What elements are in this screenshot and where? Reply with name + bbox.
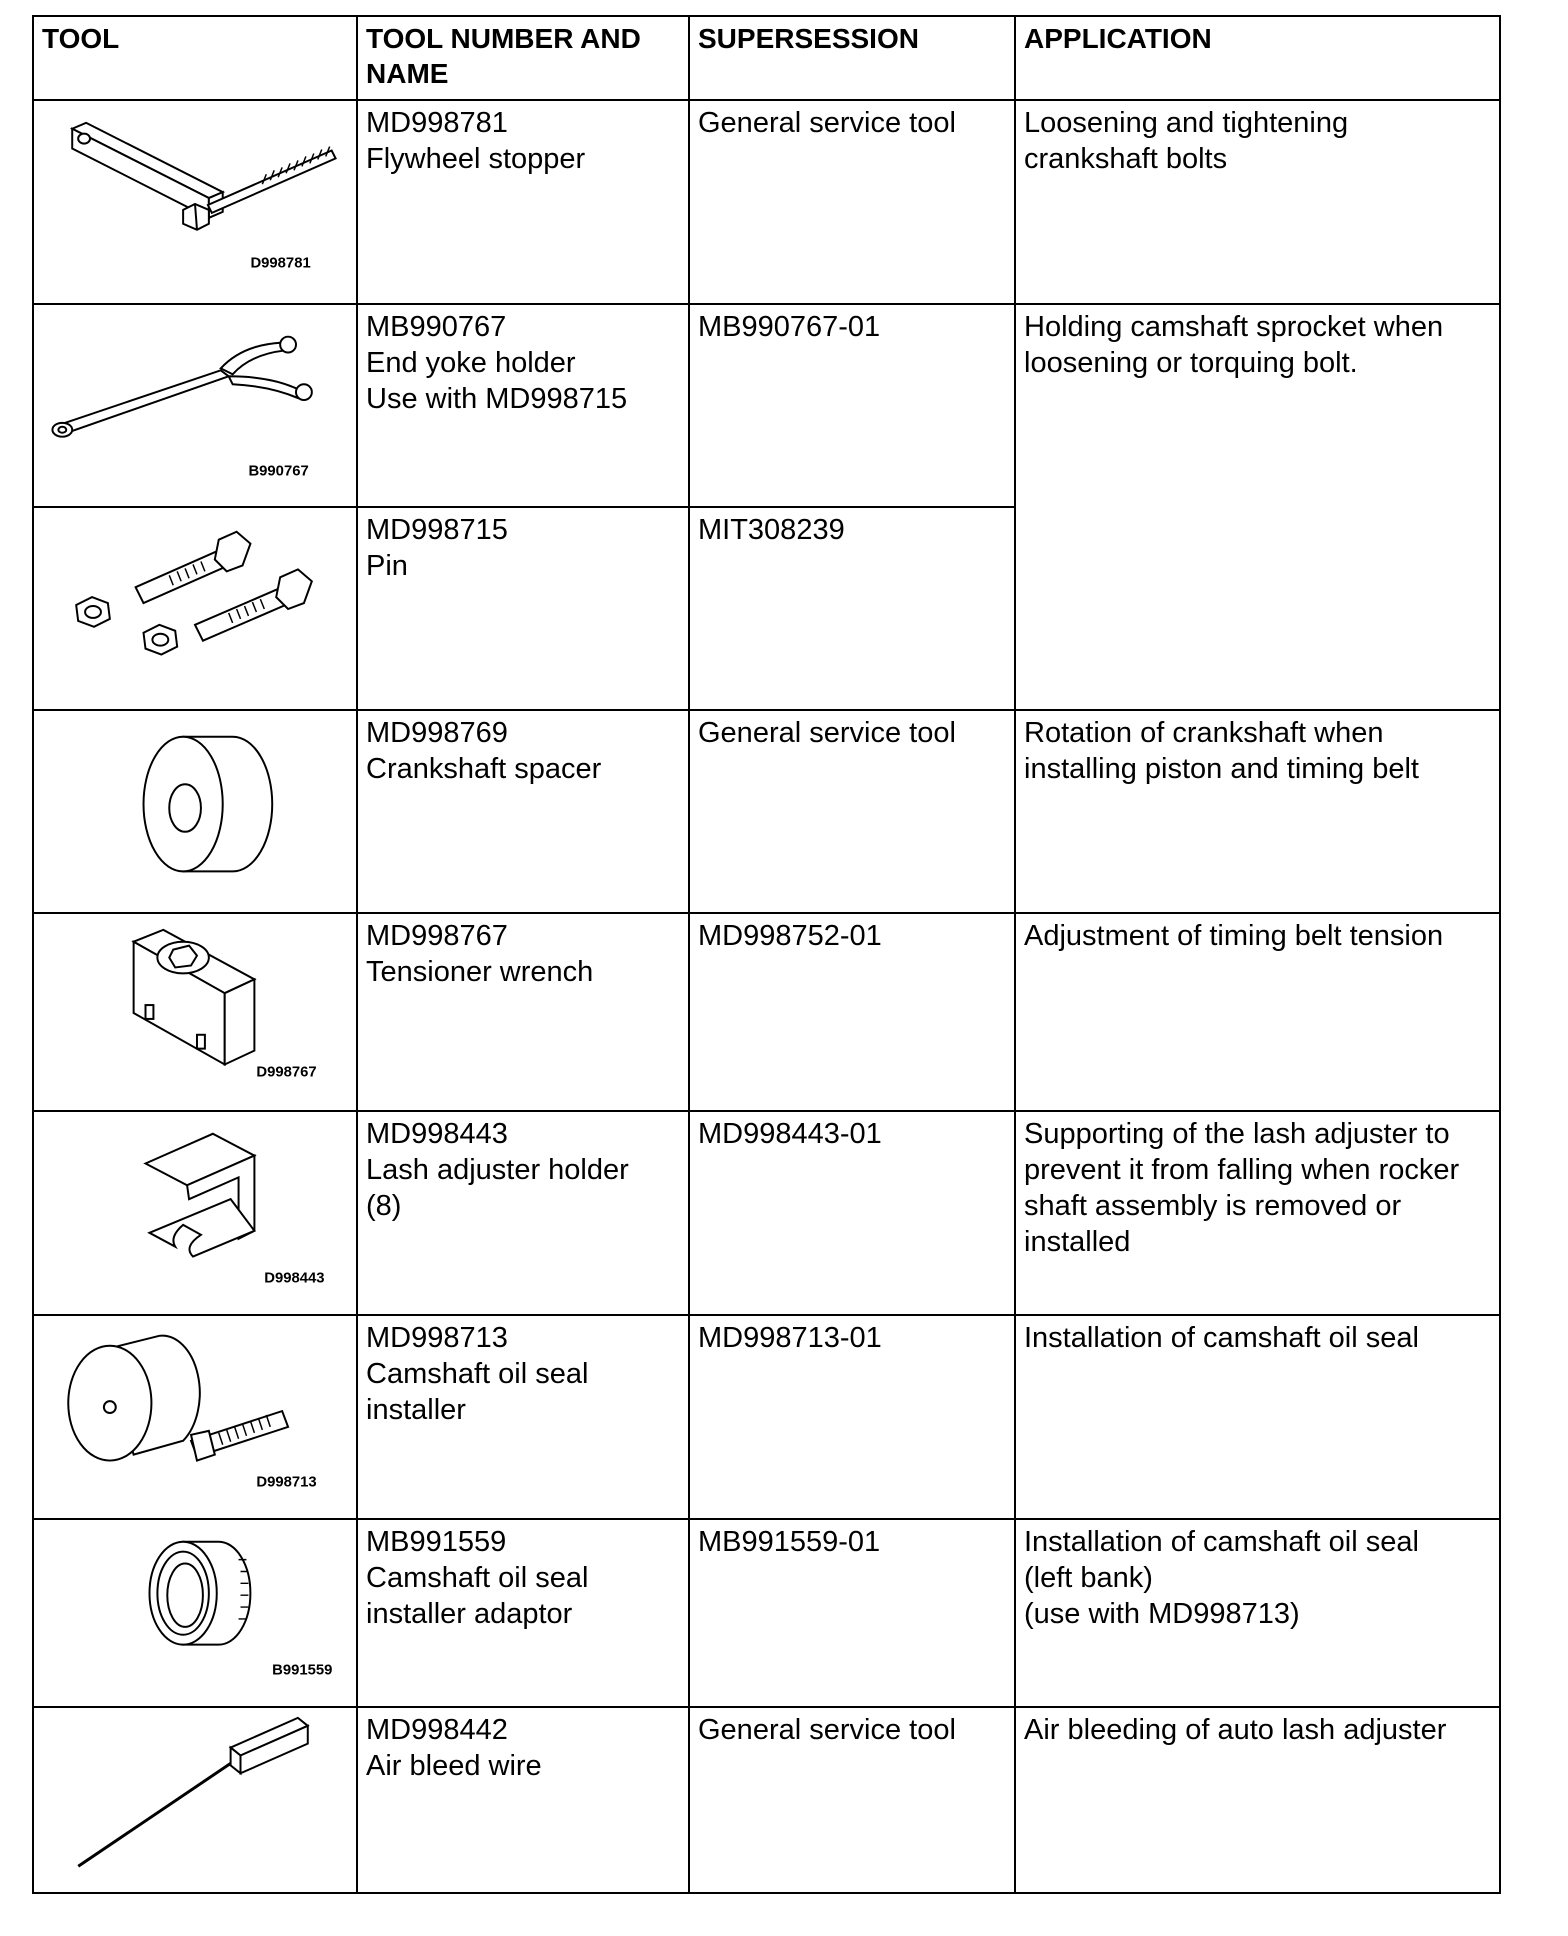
- tool-image-cell: [33, 100, 357, 304]
- tool-number-name-cell: [357, 1707, 689, 1893]
- table-row: [33, 1315, 1500, 1519]
- table-row: [33, 100, 1500, 304]
- tool-number: MD998713: [366, 1322, 508, 1354]
- tool-number: MD998767: [366, 920, 508, 952]
- flywheel-stopper-icon: [34, 101, 356, 303]
- tool-name-line: End yoke holder: [366, 347, 576, 379]
- supersession-cell: General service tool: [689, 100, 1015, 304]
- figure-code: B991559: [272, 1662, 333, 1679]
- tool-number: MD998442: [366, 1714, 508, 1746]
- crankshaft-spacer-icon: [34, 711, 356, 912]
- tool-number-name-cell: [357, 304, 689, 507]
- application-cell: Rotation of crankshaft when installing piston and timing belt: [1015, 710, 1500, 913]
- supersession-cell: MIT308239: [689, 507, 1015, 710]
- table-row: [33, 1707, 1500, 1893]
- supersession-cell: MD998443-01: [689, 1111, 1015, 1315]
- tool-name-line: (8): [366, 1190, 402, 1222]
- header-row: [33, 16, 1500, 100]
- supersession-cell: MB990767-01: [689, 304, 1015, 507]
- table-row: [33, 1519, 1500, 1707]
- tool-name-line: installer adaptor: [366, 1598, 573, 1630]
- tool-number: MD998769: [366, 717, 508, 749]
- supersession-cell: MD998752-01: [689, 913, 1015, 1111]
- tool-number-name-cell: [357, 100, 689, 304]
- tool-name-line: Camshaft oil seal: [366, 1358, 589, 1390]
- tool-image-cell: [33, 1707, 357, 1893]
- tool-image-cell: [33, 507, 357, 710]
- tensioner-wrench-icon: [34, 914, 356, 1110]
- figure-code: D998767: [256, 1064, 317, 1081]
- table-row: [33, 1111, 1500, 1315]
- application-cell: Installation of camshaft oil seal: [1015, 1315, 1500, 1519]
- figure-code: D998443: [264, 1270, 325, 1287]
- header-supersession: SUPERSESSION: [689, 16, 1015, 100]
- header-tool: TOOL: [33, 16, 357, 100]
- tool-image-cell: [33, 1315, 357, 1519]
- tool-name-line: Tensioner wrench: [366, 956, 594, 988]
- tool-number: MD998443: [366, 1118, 508, 1150]
- tool-number-name-cell: [357, 507, 689, 710]
- tool-image-cell: [33, 710, 357, 913]
- supersession-cell: General service tool: [689, 1707, 1015, 1893]
- tool-number: MD998781: [366, 107, 508, 139]
- figure-code: D998713: [256, 1474, 317, 1491]
- tool-image-cell: [33, 913, 357, 1111]
- lash-adjuster-holder-icon: [34, 1112, 356, 1314]
- tool-name-line: Crankshaft spacer: [366, 753, 602, 785]
- tool-number: MB990767: [366, 311, 507, 343]
- table-row: [33, 304, 1500, 507]
- tool-name-line: Lash adjuster holder: [366, 1154, 629, 1186]
- application-cell: Supporting of the lash adjuster to prevent it from falling when rocker shaft assembly is removed or installed: [1015, 1111, 1500, 1315]
- camshaft-oil-seal-installer-icon: [34, 1316, 356, 1518]
- tool-name-line: Camshaft oil seal: [366, 1562, 589, 1594]
- table-row: [33, 913, 1500, 1111]
- pin-icon: [34, 508, 356, 709]
- supersession-cell: MB991559-01: [689, 1519, 1015, 1707]
- tool-number-name-cell: [357, 1519, 689, 1707]
- header-application: APPLICATION: [1015, 16, 1500, 100]
- tool-name-line: Flywheel stopper: [366, 143, 586, 175]
- tool-image-cell: [33, 1111, 357, 1315]
- tool-name-line: installer: [366, 1394, 466, 1426]
- figure-code: D998781: [250, 255, 311, 272]
- application-cell: Loosening and tightening crankshaft bolts: [1015, 100, 1500, 304]
- tool-number-name-cell: [357, 1111, 689, 1315]
- tool-number: MD998715: [366, 514, 508, 546]
- tool-name-line: Pin: [366, 550, 408, 582]
- special-tools-table: [32, 15, 1501, 1894]
- application-cell: Air bleeding of auto lash adjuster: [1015, 1707, 1500, 1893]
- installer-adaptor-icon: [34, 1520, 356, 1706]
- supersession-cell: MD998713-01: [689, 1315, 1015, 1519]
- tool-number: MB991559: [366, 1526, 507, 1558]
- tool-image-cell: [33, 1519, 357, 1707]
- tool-number-name-cell: [357, 1315, 689, 1519]
- figure-code: B990767: [248, 463, 309, 480]
- tool-name-line: Use with MD998715: [366, 383, 628, 415]
- supersession-cell: General service tool: [689, 710, 1015, 913]
- application-cell: Holding camshaft sprocket when loosening or torquing bolt.: [1015, 304, 1500, 710]
- end-yoke-holder-icon: [34, 305, 356, 506]
- air-bleed-wire-icon: [34, 1708, 356, 1892]
- tool-number-name-cell: [357, 710, 689, 913]
- tool-image-cell: [33, 304, 357, 507]
- tool-name-line: Air bleed wire: [366, 1750, 542, 1782]
- tool-number-name-cell: [357, 913, 689, 1111]
- application-cell: Adjustment of timing belt tension: [1015, 913, 1500, 1111]
- header-number-name: TOOL NUMBER AND NAME: [357, 16, 689, 100]
- application-cell: Installation of camshaft oil seal (left bank) (use with MD998713): [1015, 1519, 1500, 1707]
- table-row: [33, 710, 1500, 913]
